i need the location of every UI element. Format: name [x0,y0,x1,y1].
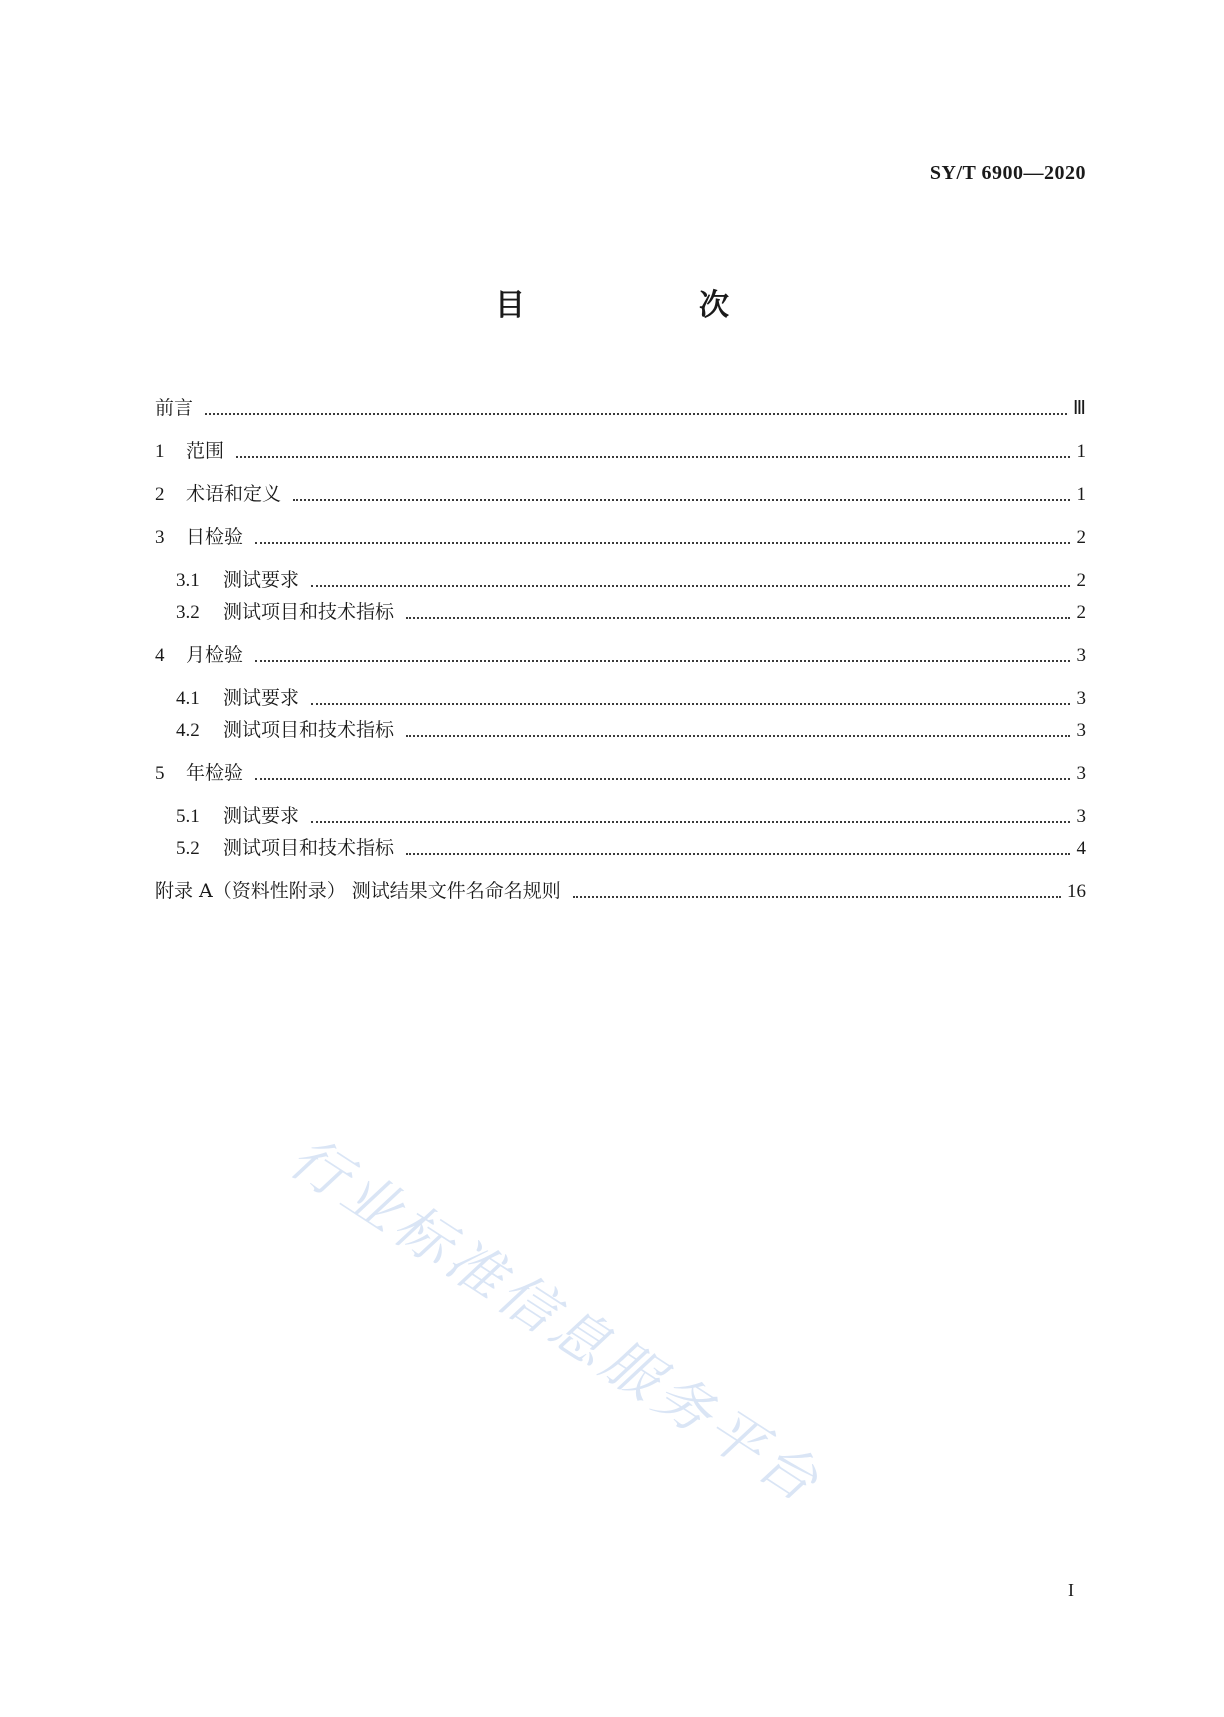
toc-dot-leader [205,413,1067,415]
toc-dot-leader [406,735,1070,737]
toc-entry-label: 测试项目和技术指标 [223,719,395,741]
toc-entry-number: 4 [155,645,165,666]
toc-entry-number: 4.2 [176,720,200,741]
toc-entry-label: 前言 [155,397,194,419]
toc-entry-number: 5 [155,763,165,784]
toc-entry-page: 3 [1076,806,1086,827]
toc-entry-label: 范围 [186,440,225,462]
toc-entry-page: 2 [1076,570,1086,591]
toc-entry[interactable] [155,596,1086,628]
toc-entry-label: 附录 A（资料性附录） 测试结果文件名命名规则 [155,880,561,902]
toc-dot-leader [406,853,1070,855]
page-number: I [1068,1580,1074,1600]
toc-entry[interactable] [155,714,1086,746]
toc-entry-label: 测试项目和技术指标 [223,837,395,859]
toc-dot-leader [255,542,1070,544]
watermark: 行业标准信息服务平台 [278,1125,834,1518]
toc-entry-number: 3 [155,527,165,548]
toc-dot-leader [406,617,1070,619]
toc-dot-leader [311,821,1070,823]
toc-entry-page: 3 [1076,720,1086,741]
toc-entry-page: 3 [1076,763,1086,784]
toc-entry-label: 年检验 [186,762,244,784]
toc-dot-leader [311,703,1070,705]
toc-entry-number: 5.1 [176,806,200,827]
toc-entry-page: 1 [1076,441,1086,462]
toc-entry[interactable] [155,875,1086,907]
toc-entry-page: 2 [1076,527,1086,548]
toc-entry-number: 2 [155,484,165,505]
toc-entry-page: 3 [1076,645,1086,666]
toc-entry-page: 2 [1076,602,1086,623]
toc-entry[interactable] [155,639,1086,671]
toc-entry-label: 测试要求 [223,687,300,709]
toc-entry-number: 3.2 [176,602,200,623]
toc-dot-leader [236,456,1070,458]
toc-entry-label: 月检验 [186,644,244,666]
toc-entry[interactable] [155,757,1086,789]
toc-entry-label: 日检验 [186,526,244,548]
toc-entry[interactable] [155,832,1086,864]
toc-entry-label: 测试项目和技术指标 [223,601,395,623]
toc-entry-page: 4 [1076,838,1086,859]
toc-entry[interactable] [155,521,1086,553]
toc-entry[interactable] [155,435,1086,467]
standard-code: SY/T 6900—2020 [929,162,1086,184]
toc-dot-leader [311,585,1070,587]
toc-entry-number: 4.1 [176,688,200,709]
toc-entry-page: 1 [1076,484,1086,505]
toc-entry-page: 3 [1076,688,1086,709]
toc-entry-number: 3.1 [176,570,200,591]
toc-entry[interactable] [155,564,1086,596]
toc-dot-leader [255,660,1070,662]
toc-entry-page: 16 [1067,881,1086,902]
toc-entry-label: 测试要求 [223,805,300,827]
toc-entry[interactable] [155,800,1086,832]
toc-entry-label: 术语和定义 [186,483,282,505]
toc-entry-number: 5.2 [176,838,200,859]
toc-entry-number: 1 [155,441,165,462]
toc-dot-leader [573,896,1061,898]
toc-dot-leader [255,778,1070,780]
toc-title: 目 次 [495,288,801,323]
toc-entry[interactable] [155,682,1086,714]
toc-dot-leader [293,499,1070,501]
toc-entry-label: 测试要求 [223,569,300,591]
table-of-contents [155,392,1086,907]
toc-entry[interactable] [155,392,1086,424]
toc-entry-page: Ⅲ [1072,398,1086,419]
toc-entry[interactable] [155,478,1086,510]
